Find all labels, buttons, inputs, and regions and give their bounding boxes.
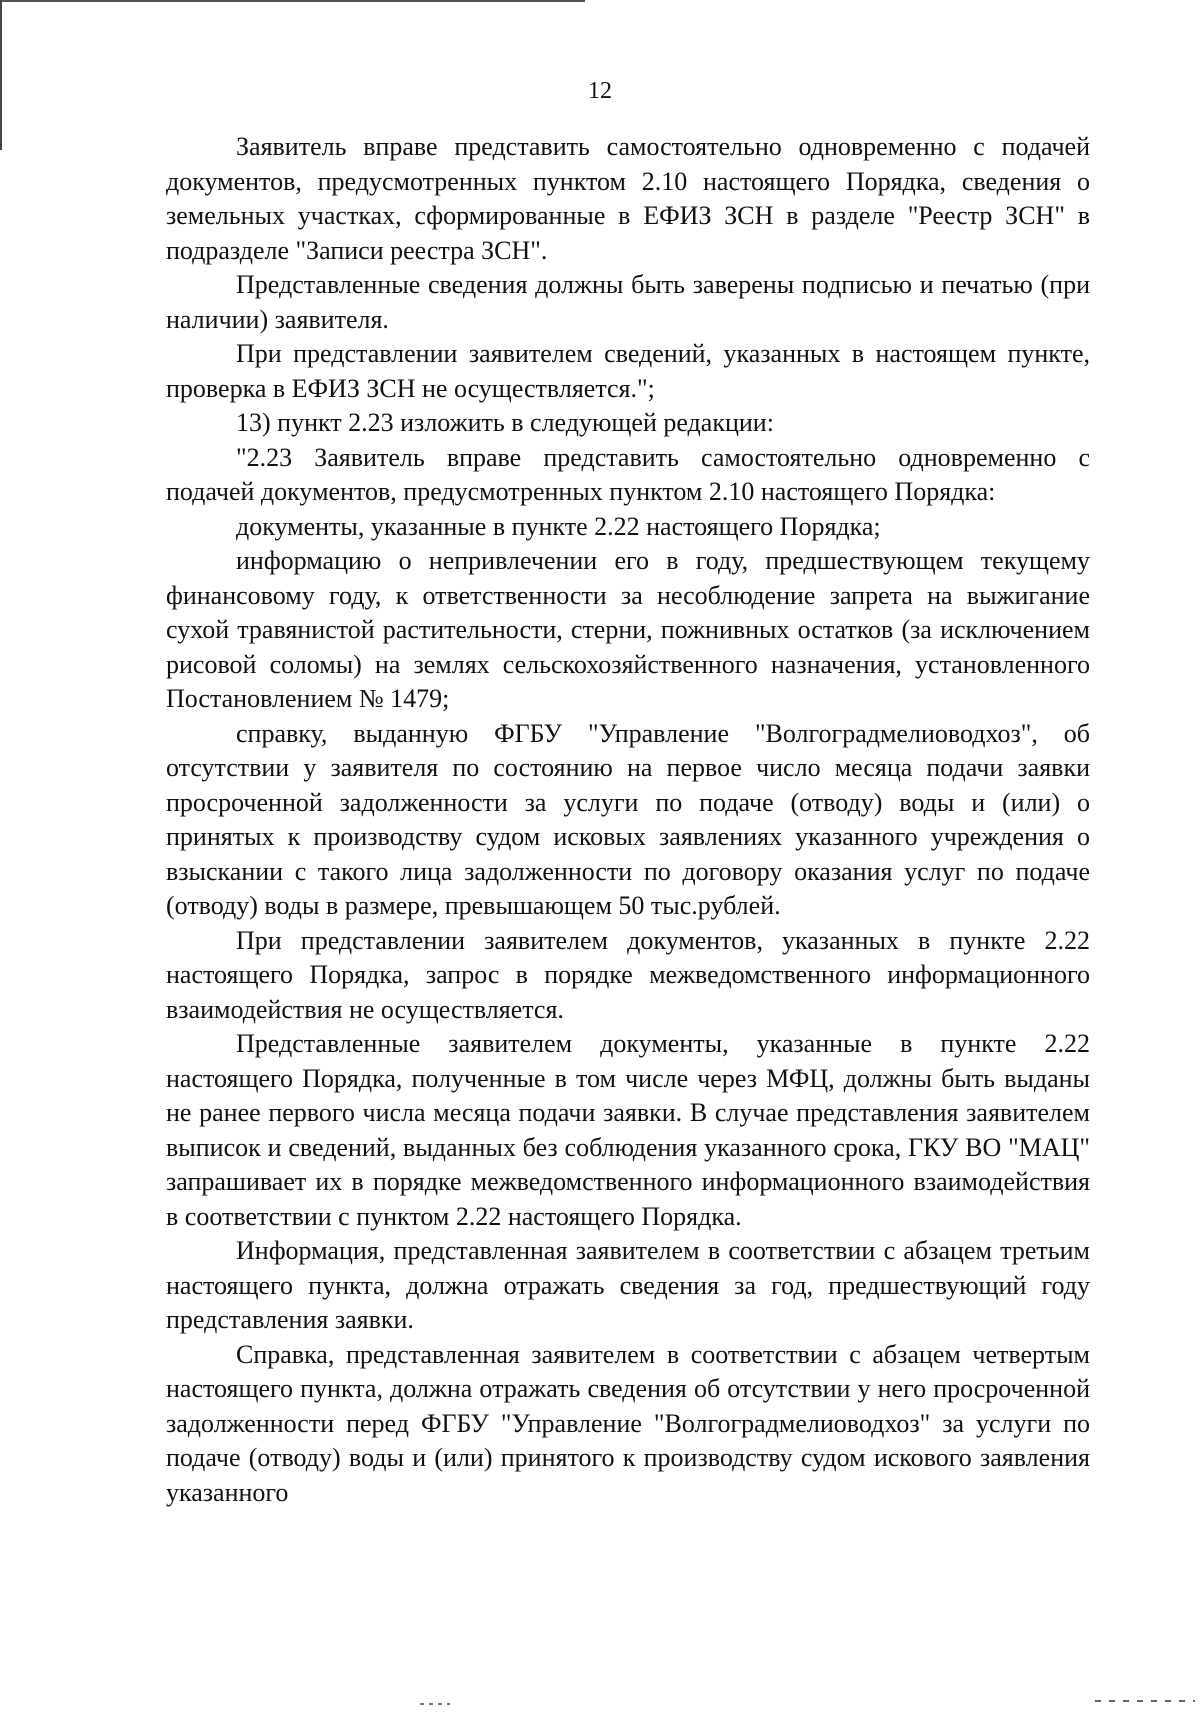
paragraph: Информация, представленная заявителем в соответствии с абзацем третьим настоящего пункта, должна отражать сведения за год, предшествующий году представления заявки. — [166, 1236, 1090, 1334]
scan-edge-top — [0, 0, 585, 2]
paragraph: документы, указанные в пункте 2.22 настоящего Порядка; — [236, 511, 881, 541]
paragraph: Представленные сведения должны быть заверены подписью и печатью (при наличии) заявителя. — [166, 270, 1090, 334]
paragraph: Заявитель вправе представить самостоятельно одновременно с подачей документов, предусмотренных пунктом 2.10 настоящего Порядка, сведения о земельных участках, сформированные в ЕФИЗ ЗСН в разделе "Реестр ЗСН" в подразделе "Записи реестра ЗСН". — [166, 132, 1090, 265]
page-number: 12 — [588, 78, 612, 104]
paragraph: При представлении заявителем документов, указанных в пункте 2.22 настоящего Порядка, запрос в порядке межведомственного информационного взаимодействия не осуществляется. — [166, 925, 1090, 1024]
scan-edge-left — [0, 0, 2, 150]
paragraph: информацию о непривлечении его в году, предшествующем текущему финансовому году, к ответственности за несоблюдение запрета на выжигание сухой травянистой растительности, стерни, пожнивных остатков (за исключением рисовой соломы) на землях сельскохозяйственного назначения, установленного Постановлением № 1479; — [166, 546, 1090, 713]
scan-artifact — [420, 1703, 450, 1705]
paragraph: 13) пункт 2.23 изложить в следующей редакции: — [236, 408, 774, 437]
scan-artifact — [1095, 1700, 1195, 1702]
document-body — [166, 130, 1090, 1510]
paragraph: "2.23 Заявитель вправе представить самостоятельно одновременно с подачей документов, предусмотренных пунктом 2.10 настоящего Порядка: — [166, 442, 1090, 506]
paragraph: Представленные заявителем документы, указанные в пункте 2.22 настоящего Порядка, полученные в том числе через МФЦ, должны быть выданы не ранее первого числа месяца подачи заявки. В случае представления заявителем выписок и сведений, выданных без соблюдения указанного срока, ГКУ ВО "МАЦ" запрашивает их в порядке межведомственного информационного взаимодействия в соответствии с пунктом 2.22 настоящего Порядка. — [166, 1029, 1090, 1231]
paragraph: справку, выданную ФГБУ "Управление "Волгоградмелиоводхоз", об отсутствии у заявителя по состоянию на первое число месяца подачи заявки просроченной задолженности за услуги по подаче (отводу) воды и (или) о принятых к производству судом исковых заявлениях указанного учреждения о взыскании с такого лица задолженности по договору оказания услуг по подаче (отводу) воды в размере, превышающем 50 тыс.рублей. — [166, 718, 1090, 920]
paragraph: При представлении заявителем сведений, указанных в настоящем пункте, проверка в ЕФИЗ ЗСН не осуществляется."; — [166, 339, 1090, 403]
paragraph: Справка, представленная заявителем в соответствии с абзацем четвертым настоящего пункта, должна отражать сведения об отсутствии у него просроченной задолженности перед ФГБУ "Управление "Волгоградмелиоводхоз" за услуги по подаче (отводу) воды и (или) принятого к производству судом искового заявления указанного — [166, 1339, 1090, 1507]
